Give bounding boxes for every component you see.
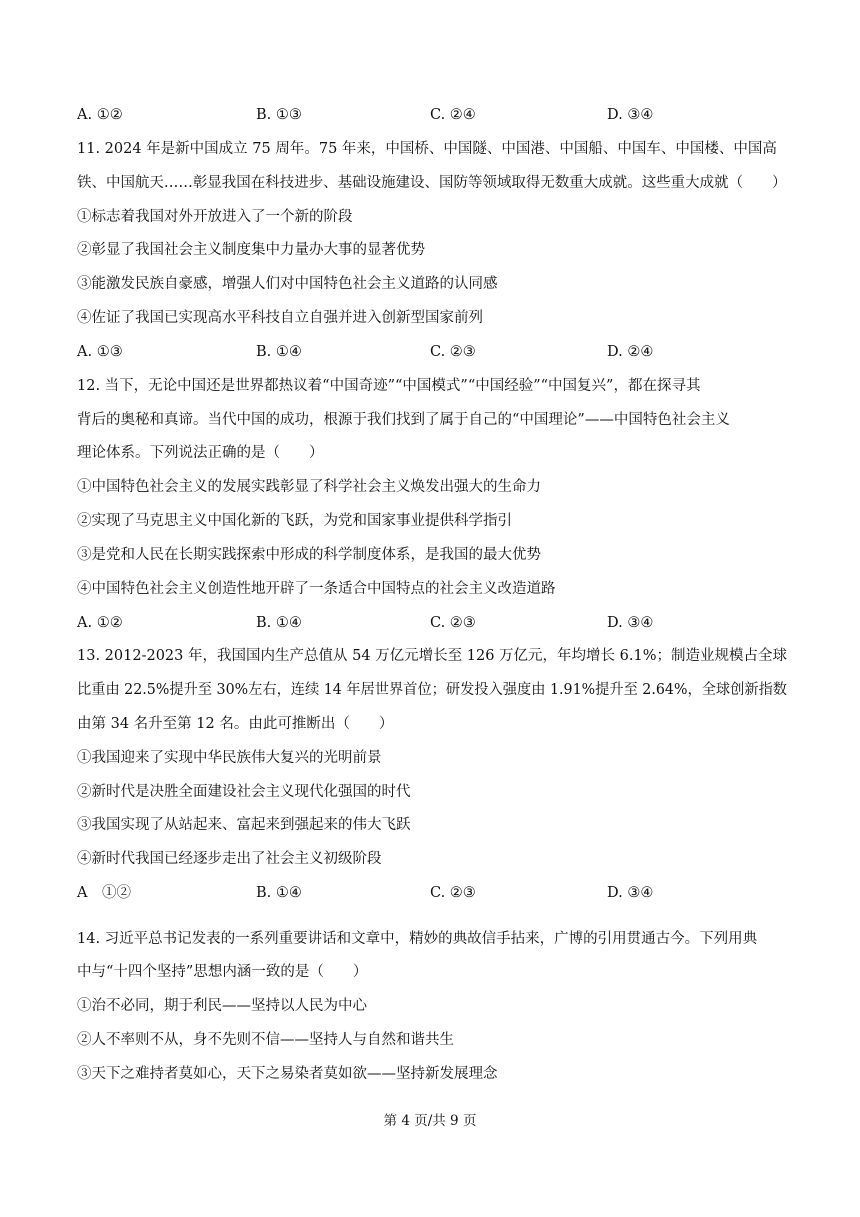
q14-statement-2: ②人不率则不从，身不先则不信——坚持人与自然和谐共生: [77, 1032, 454, 1048]
q10-options: [77, 105, 777, 125]
q12-statement-4: ④中国特色社会主义创造性地开辟了一条适合中国特点的社会主义改造道路: [77, 581, 556, 597]
option-d: D. ③④: [607, 615, 654, 631]
option-c: C. ②③: [430, 885, 476, 901]
q13-statement-2: ②新时代是决胜全面建设社会主义现代化强国的时代: [77, 784, 411, 800]
q12-options: [77, 613, 777, 633]
q11-statement-2: ②彰显了我国社会主义制度集中力量办大事的显著优势: [77, 242, 425, 258]
q11-statement-3: ③能激发民族自豪感，增强人们对中国特色社会主义道路的认同感: [77, 276, 498, 292]
option-a: A ①②: [77, 885, 131, 901]
option-d: D. ②④: [607, 344, 654, 360]
option-c: C. ②③: [430, 615, 476, 631]
q13-statement-3: ③我国实现了从站起来、富起来到强起来的伟大飞跃: [77, 817, 411, 833]
option-b: B. ①④: [256, 344, 302, 360]
option-a: A. ①②: [77, 615, 123, 631]
q12-statement-1: ①中国特色社会主义的发展实践彰显了科学社会主义焕发出强大的生命力: [77, 479, 541, 495]
q12-statement-3: ③是党和人民在长期实践探索中形成的科学制度体系，是我国的最大优势: [77, 547, 541, 563]
option-b: B. ①④: [256, 885, 302, 901]
q12-stem-line-3: 理论体系。下列说法正确的是（ ）: [77, 445, 324, 461]
q14-statement-1: ①治不必同，期于利民——坚持以人民为中心: [77, 998, 367, 1014]
option-d: D. ③④: [607, 107, 654, 123]
q14-statement-3: ③天下之难持者莫如心，天下之易染者莫如欲——坚持新发展理念: [77, 1066, 498, 1082]
q14-stem-line-2: 中与“十四个坚持”思想内涵一致的是（ ）: [77, 964, 368, 980]
q13-stem-line-3: 由第 34 名升至第 12 名。由此可推断出（ ）: [77, 716, 394, 732]
q14-stem-line-1: 14. 习近平总书记发表的一系列重要讲话和文章中，精妙的典故信手拈来，广博的引用贯通古今。下列用典: [77, 931, 758, 947]
q11-stem-line-1: 11. 2024 年是新中国成立 75 周年。75 年来，中国桥、中国隧、中国港、中国船、中国车、中国楼、中国高: [77, 141, 777, 157]
q12-stem-line-1: 12. 当下，无论中国还是世界都热议着“中国奇迹”“中国模式”“中国经验”“中国复兴”，都在探寻其: [77, 378, 701, 394]
q13-statement-4: ④新时代我国已经逐步走出了社会主义初级阶段: [77, 851, 382, 867]
q13-statement-1: ①我国迎来了实现中华民族伟大复兴的光明前景: [77, 750, 382, 766]
option-d: D. ③④: [607, 885, 654, 901]
option-c: C. ②③: [430, 344, 476, 360]
q13-stem-line-1: 13. 2012-2023 年，我国国内生产总值从 54 万亿元增长至 126 万亿元，年均增长 6.1%；制造业规模占全球: [77, 648, 787, 664]
option-c: C. ②④: [430, 107, 476, 123]
q11-statement-4: ④佐证了我国已实现高水平科技自立自强并进入创新型国家前列: [77, 310, 483, 326]
page-footer: 第 4 页/共 9 页: [383, 1113, 477, 1129]
option-b: B. ①③: [256, 107, 302, 123]
q11-statement-1: ①标志着我国对外开放进入了一个新的阶段: [77, 209, 353, 225]
q12-stem-line-2: 背后的奥秘和真谛。当代中国的成功，根源于我们找到了属于自己的“中国理论”——中国特色社会主义: [77, 412, 730, 428]
q11-stem-line-2: 铁、中国航天……彰显我国在科技进步、基础设施建设、国防等领域取得无数重大成就。这些重大成就（ ）: [77, 175, 787, 191]
q12-statement-2: ②实现了马克思主义中国化新的飞跃，为党和国家事业提供科学指引: [77, 513, 512, 529]
q11-options: [77, 342, 777, 362]
option-a: A. ①③: [77, 344, 123, 360]
option-a: A. ①②: [77, 107, 123, 123]
q13-options: [77, 883, 777, 903]
option-b: B. ①④: [256, 615, 302, 631]
q13-stem-line-2: 比重由 22.5%提升至 30%左右，连续 14 年居世界首位；研发投入强度由 1.91%提升至 2.64%，全球创新指数: [77, 682, 788, 698]
